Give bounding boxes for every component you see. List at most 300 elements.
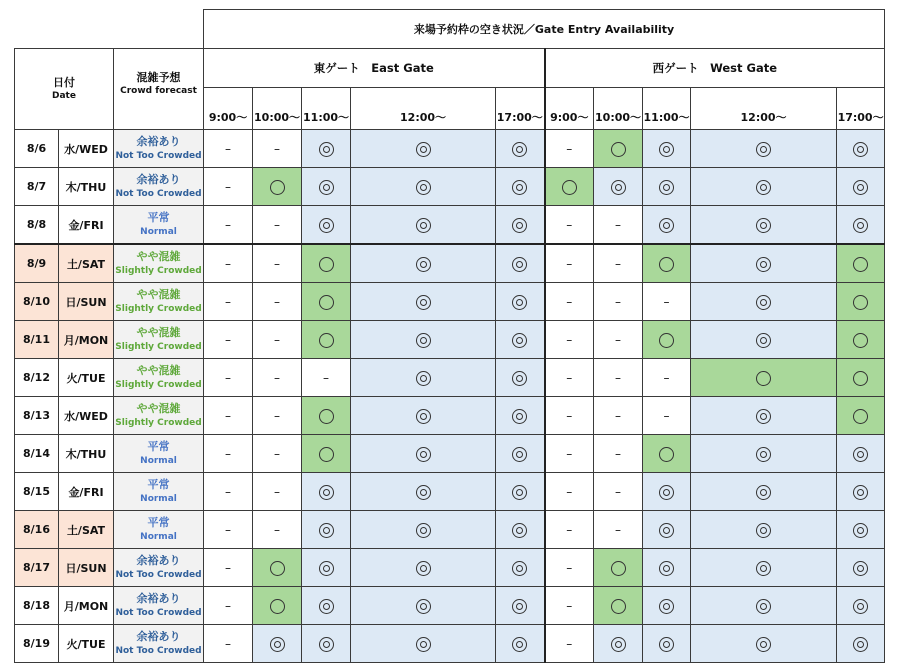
date-cell: 8/16 [15,511,59,549]
unavailable-slot: – [253,206,302,245]
available-slot [496,130,545,168]
double-circle-icon [416,409,431,424]
limited-slot [837,244,885,283]
double-circle-icon [512,409,527,424]
table-row [15,549,885,587]
circle-icon [319,447,334,462]
double-circle-icon [659,599,674,614]
east-time-header: 11:00～ [302,88,351,130]
limited-slot [545,168,594,206]
available-slot [691,321,837,359]
forecast-header [114,49,204,130]
date-cell: 8/17 [15,549,59,587]
double-circle-icon [512,218,527,233]
double-circle-icon [756,257,771,272]
unavailable-slot: – [545,244,594,283]
available-slot [496,168,545,206]
circle-icon [611,142,626,157]
unavailable-slot: – [643,283,691,321]
unavailable-slot: – [594,359,643,397]
table-row [15,130,885,168]
available-slot [496,283,545,321]
limited-slot [691,359,837,397]
available-slot [643,473,691,511]
available-slot [351,359,496,397]
available-slot [496,625,545,663]
available-slot [643,625,691,663]
forecast-label-en: Slightly Crowded [115,379,202,390]
table-row [15,168,885,206]
forecast-label-jp: やや混雑 [136,250,181,263]
forecast-cell [114,435,204,473]
available-slot [837,625,885,663]
available-slot [302,549,351,587]
double-circle-icon [756,295,771,310]
available-slot [691,549,837,587]
available-slot [496,321,545,359]
forecast-label-en: Normal [140,455,177,466]
circle-icon [319,409,334,424]
west-time-header: 12:00～ [691,88,837,130]
west-time-header: 10:00～ [594,88,643,130]
weekday-cell: 木/THU [59,435,114,473]
unavailable-slot: – [594,473,643,511]
table-title: 来場予約枠の空き状況／Gate Entry Availability [204,10,885,49]
forecast-label-jp: 平常 [147,516,170,529]
forecast-label-jp: やや混雑 [136,326,181,339]
available-slot [302,511,351,549]
date-cell: 8/18 [15,587,59,625]
double-circle-icon [853,485,868,500]
limited-slot [837,359,885,397]
unavailable-slot: – [594,283,643,321]
available-slot [837,435,885,473]
available-slot [351,435,496,473]
limited-slot [302,321,351,359]
forecast-cell [114,359,204,397]
forecast-label-jp: 余裕あり [136,173,181,186]
double-circle-icon [853,447,868,462]
unavailable-slot: – [204,473,253,511]
unavailable-slot: – [545,321,594,359]
forecast-label-jp: 平常 [147,440,170,453]
weekday-cell: 火/TUE [59,625,114,663]
double-circle-icon [611,637,626,652]
date-cell: 8/10 [15,283,59,321]
limited-slot [837,397,885,435]
available-slot [351,625,496,663]
available-slot [496,206,545,245]
double-circle-icon [512,333,527,348]
forecast-label-en: Slightly Crowded [115,417,202,428]
available-slot [837,587,885,625]
unavailable-slot: – [204,625,253,663]
available-slot [643,587,691,625]
forecast-cell [114,283,204,321]
unavailable-slot: – [204,168,253,206]
available-slot [594,168,643,206]
available-slot [691,625,837,663]
available-slot [302,473,351,511]
unavailable-slot: – [545,283,594,321]
available-slot [496,359,545,397]
available-slot [837,168,885,206]
limited-slot [594,587,643,625]
unavailable-slot: – [253,397,302,435]
double-circle-icon [512,599,527,614]
double-circle-icon [512,561,527,576]
limited-slot [643,321,691,359]
double-circle-icon [512,371,527,386]
forecast-label-jp: やや混雑 [136,364,181,377]
table-row [15,473,885,511]
table-row [15,435,885,473]
available-slot [302,130,351,168]
limited-slot [302,244,351,283]
double-circle-icon [756,180,771,195]
double-circle-icon [756,599,771,614]
west-time-header: 11:00～ [643,88,691,130]
unavailable-slot: – [594,321,643,359]
available-slot [691,130,837,168]
unavailable-slot: – [302,359,351,397]
availability-table [14,9,885,663]
available-slot [351,397,496,435]
unavailable-slot: – [204,130,253,168]
double-circle-icon [319,142,334,157]
available-slot [253,625,302,663]
unavailable-slot: – [643,397,691,435]
forecast-header-en: Crowd forecast [120,86,197,97]
weekday-cell: 木/THU [59,168,114,206]
available-slot [351,130,496,168]
forecast-label-jp: 余裕あり [136,592,181,605]
unavailable-slot: – [204,321,253,359]
forecast-label-jp: 平常 [147,478,170,491]
unavailable-slot: – [594,435,643,473]
table-row [15,511,885,549]
available-slot [351,549,496,587]
date-cell: 8/15 [15,473,59,511]
east-time-header: 12:00～ [351,88,496,130]
unavailable-slot: – [545,130,594,168]
unavailable-slot: – [594,206,643,245]
date-cell: 8/9 [15,244,59,283]
double-circle-icon [416,257,431,272]
double-circle-icon [319,523,334,538]
forecast-label-jp: やや混雑 [136,288,181,301]
forecast-label-en: Slightly Crowded [115,341,202,352]
double-circle-icon [270,637,285,652]
double-circle-icon [319,485,334,500]
available-slot [496,435,545,473]
limited-slot [837,321,885,359]
unavailable-slot: – [545,511,594,549]
date-cell: 8/13 [15,397,59,435]
double-circle-icon [416,371,431,386]
unavailable-slot: – [253,473,302,511]
limited-slot [302,397,351,435]
circle-icon [659,333,674,348]
available-slot [837,473,885,511]
forecast-label-jp: 余裕あり [136,554,181,567]
west-gate-header: 西ゲート West Gate [545,49,885,88]
available-slot [691,397,837,435]
double-circle-icon [512,257,527,272]
forecast-cell [114,511,204,549]
available-slot [643,549,691,587]
date-cell: 8/12 [15,359,59,397]
double-circle-icon [512,485,527,500]
circle-icon [319,295,334,310]
forecast-label-en: Not Too Crowded [115,645,202,656]
forecast-label-en: Not Too Crowded [115,188,202,199]
available-slot [351,587,496,625]
double-circle-icon [512,180,527,195]
double-circle-icon [853,561,868,576]
double-circle-icon [416,180,431,195]
double-circle-icon [756,218,771,233]
double-circle-icon [416,333,431,348]
date-cell: 8/14 [15,435,59,473]
double-circle-icon [853,523,868,538]
unavailable-slot: – [545,359,594,397]
available-slot [643,168,691,206]
unavailable-slot: – [545,587,594,625]
available-slot [496,473,545,511]
double-circle-icon [659,485,674,500]
table-row [15,359,885,397]
date-cell: 8/19 [15,625,59,663]
available-slot [302,625,351,663]
double-circle-icon [756,637,771,652]
unavailable-slot: – [204,359,253,397]
available-slot [302,206,351,245]
double-circle-icon [416,218,431,233]
available-slot [837,130,885,168]
forecast-cell [114,473,204,511]
circle-icon [270,180,285,195]
double-circle-icon [756,142,771,157]
weekday-cell: 土/SAT [59,244,114,283]
available-slot [691,511,837,549]
unavailable-slot: – [594,244,643,283]
double-circle-icon [611,180,626,195]
double-circle-icon [416,447,431,462]
forecast-label-en: Normal [140,493,177,504]
available-slot [643,130,691,168]
available-slot [837,549,885,587]
limited-slot [253,549,302,587]
available-slot [302,587,351,625]
limited-slot [253,168,302,206]
forecast-cell [114,587,204,625]
double-circle-icon [416,599,431,614]
available-slot [496,511,545,549]
double-circle-icon [853,218,868,233]
double-circle-icon [659,561,674,576]
available-slot [594,625,643,663]
double-circle-icon [416,637,431,652]
double-circle-icon [853,180,868,195]
east-time-header: 17:00～ [496,88,545,130]
available-slot [643,511,691,549]
double-circle-icon [319,637,334,652]
unavailable-slot: – [253,435,302,473]
unavailable-slot: – [253,321,302,359]
circle-icon [319,257,334,272]
forecast-cell [114,625,204,663]
west-time-header: 9:00～ [545,88,594,130]
table-row [15,587,885,625]
double-circle-icon [319,561,334,576]
available-slot [351,511,496,549]
available-slot [691,473,837,511]
east-time-header: 10:00～ [253,88,302,130]
double-circle-icon [416,561,431,576]
forecast-label-jp: 余裕あり [136,630,181,643]
double-circle-icon [512,637,527,652]
circle-icon [659,447,674,462]
double-circle-icon [416,142,431,157]
double-circle-icon [756,485,771,500]
weekday-cell: 月/MON [59,321,114,359]
forecast-label-en: Not Too Crowded [115,569,202,580]
forecast-label-en: Normal [140,531,177,542]
double-circle-icon [416,523,431,538]
double-circle-icon [659,637,674,652]
available-slot [351,168,496,206]
weekday-cell: 金/FRI [59,206,114,245]
circle-icon [756,371,771,386]
available-slot [691,206,837,245]
forecast-cell [114,549,204,587]
double-circle-icon [756,333,771,348]
double-circle-icon [512,523,527,538]
double-circle-icon [853,637,868,652]
unavailable-slot: – [204,435,253,473]
double-circle-icon [659,142,674,157]
unavailable-slot: – [643,359,691,397]
circle-icon [853,257,868,272]
forecast-label-en: Not Too Crowded [115,607,202,618]
unavailable-slot: – [204,587,253,625]
unavailable-slot: – [204,206,253,245]
date-cell: 8/11 [15,321,59,359]
unavailable-slot: – [253,359,302,397]
circle-icon [270,599,285,614]
unavailable-slot: – [253,511,302,549]
circle-icon [319,333,334,348]
double-circle-icon [512,295,527,310]
east-time-header: 9:00～ [204,88,253,130]
available-slot [351,283,496,321]
forecast-label-jp: やや混雑 [136,402,181,415]
date-header-en: Date [52,91,76,102]
double-circle-icon [756,409,771,424]
double-circle-icon [319,599,334,614]
circle-icon [853,295,868,310]
available-slot [837,206,885,245]
circle-icon [853,409,868,424]
weekday-cell: 土/SAT [59,511,114,549]
forecast-label-jp: 余裕あり [136,135,181,148]
limited-slot [643,435,691,473]
circle-icon [853,371,868,386]
unavailable-slot: – [545,206,594,245]
weekday-cell: 月/MON [59,587,114,625]
table-row [15,206,885,245]
west-time-header: 17:00～ [837,88,885,130]
circle-icon [562,180,577,195]
unavailable-slot: – [594,397,643,435]
weekday-cell: 火/TUE [59,359,114,397]
circle-icon [611,599,626,614]
unavailable-slot: – [204,397,253,435]
forecast-cell [114,244,204,283]
forecast-label-en: Slightly Crowded [115,265,202,276]
forecast-cell [114,321,204,359]
unavailable-slot: – [204,549,253,587]
forecast-label-en: Not Too Crowded [115,150,202,161]
forecast-label-en: Slightly Crowded [115,303,202,314]
unavailable-slot: – [253,244,302,283]
table-row [15,244,885,283]
available-slot [351,473,496,511]
date-cell: 8/6 [15,130,59,168]
unavailable-slot: – [545,397,594,435]
forecast-label-jp: 平常 [147,211,170,224]
weekday-cell: 金/FRI [59,473,114,511]
circle-icon [270,561,285,576]
date-header-jp: 日付 [53,75,75,89]
table-row [15,397,885,435]
double-circle-icon [756,523,771,538]
double-circle-icon [659,523,674,538]
double-circle-icon [512,447,527,462]
double-circle-icon [319,218,334,233]
available-slot [496,244,545,283]
available-slot [691,244,837,283]
unavailable-slot: – [204,511,253,549]
double-circle-icon [756,561,771,576]
limited-slot [837,283,885,321]
forecast-label-en: Normal [140,226,177,237]
unavailable-slot: – [253,283,302,321]
available-slot [691,283,837,321]
unavailable-slot: – [594,511,643,549]
double-circle-icon [756,447,771,462]
available-slot [837,511,885,549]
available-slot [496,549,545,587]
table-row [15,321,885,359]
unavailable-slot: – [253,130,302,168]
available-slot [351,244,496,283]
table-row [15,625,885,663]
forecast-cell [114,130,204,168]
weekday-cell: 水/WED [59,397,114,435]
circle-icon [659,257,674,272]
double-circle-icon [319,180,334,195]
unavailable-slot: – [545,549,594,587]
double-circle-icon [659,218,674,233]
weekday-cell: 水/WED [59,130,114,168]
available-slot [351,321,496,359]
limited-slot [302,435,351,473]
double-circle-icon [512,142,527,157]
available-slot [691,435,837,473]
table-row [15,283,885,321]
